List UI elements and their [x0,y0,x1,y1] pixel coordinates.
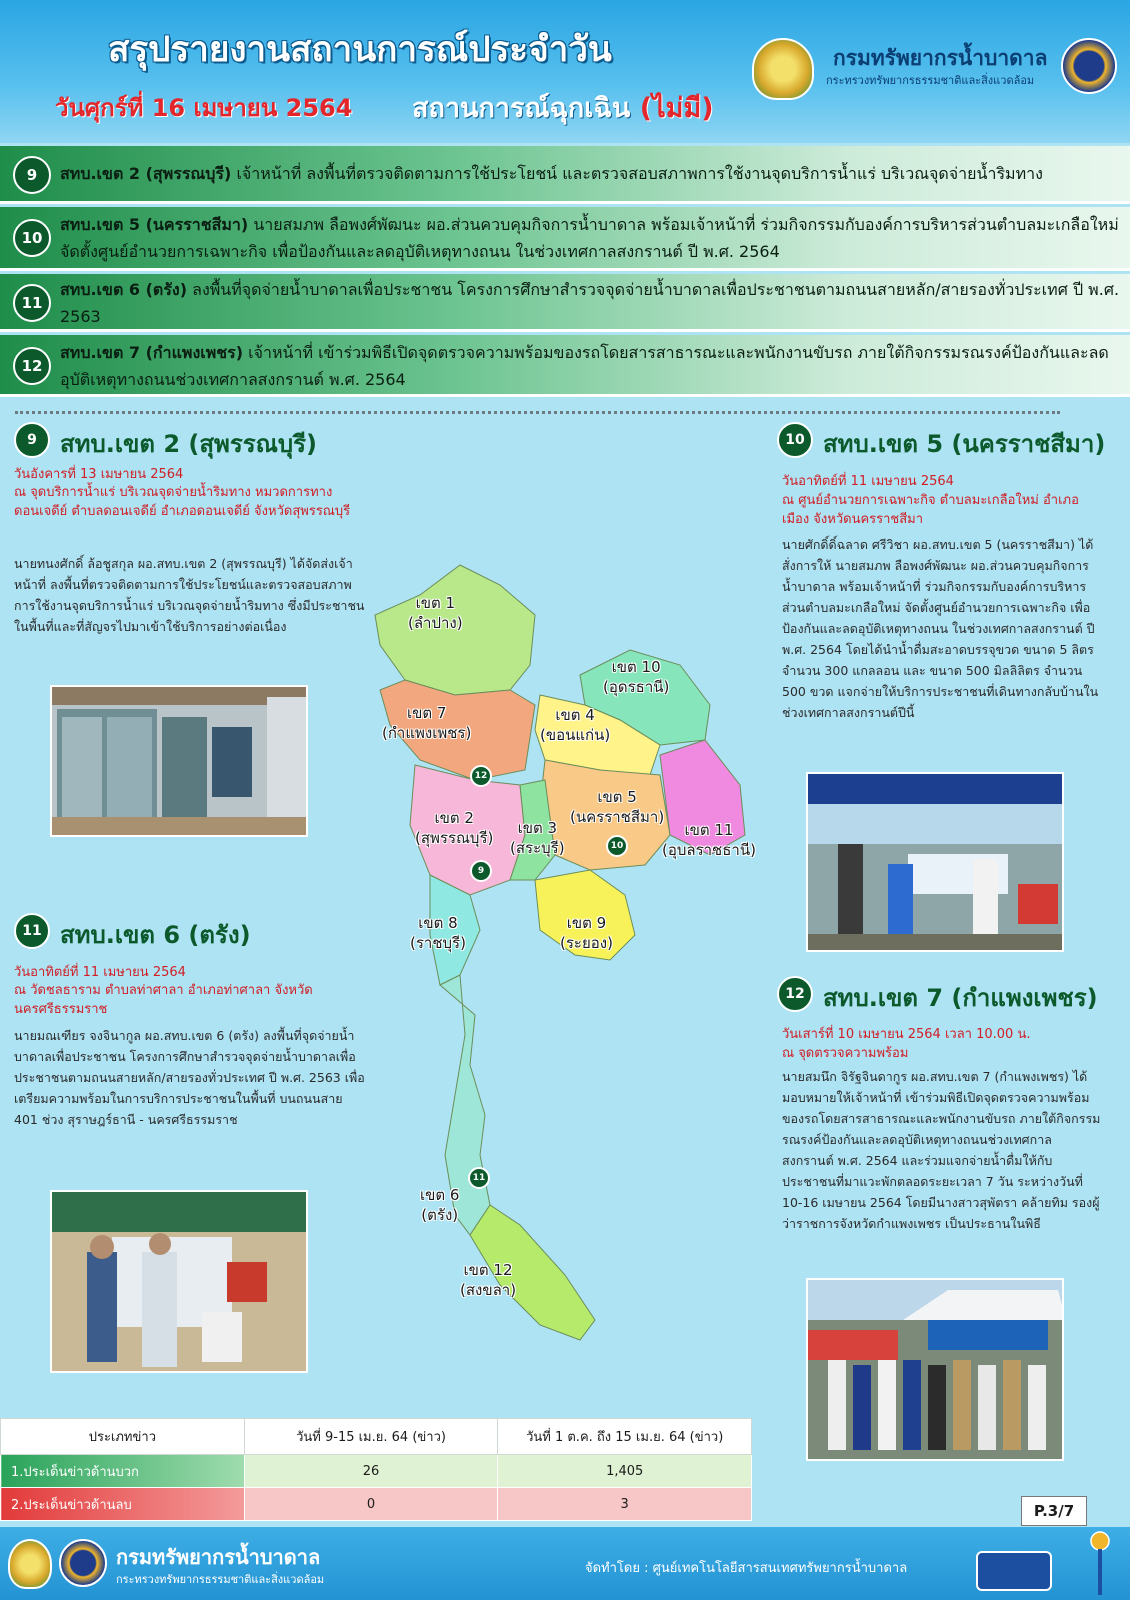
water-station-photo [52,1192,308,1373]
section-number: 10 [777,422,813,458]
section-date: วันอาทิตย์ที่ 11 เมษายน 2564 [782,474,954,489]
section-date: วันอาทิตย์ที่ 11 เมษายน 2564 [14,965,186,980]
thailand-region-map [360,555,756,1345]
emergency-status [412,86,714,129]
section-place: ณ จุดตรวจความพร้อม [782,1046,909,1061]
news-text [60,276,1120,330]
map-label-region-8: เขต 8 (ราชบุรี) [410,914,466,952]
footer-bar [0,1527,1130,1600]
news-number: 11 [13,284,51,322]
section-photo [806,772,1064,952]
report-date: วันศุกร์ที่ 16 เมษายน 2564 [55,94,353,122]
ministry-name: กระทรวงทรัพยากรธรรมชาติและสิ่งแวดล้อม [826,74,1035,87]
table-row [1,1455,752,1488]
section-place: ณ วัดชลธาราม ตำบลท่าศาลา อำเภอท่าศาลา จังหวัดนครศรีธรรมราช [14,983,313,1017]
news-office: สทบ.เขต 2 (สุพรรณบุรี) [60,164,232,183]
map-label-region-11: เขต 11 (อุบลราชธานี) [662,821,756,859]
section-place: ณ จุดบริการน้ำแร่ บริเวณจุดจ่ายน้ำริมทาง หมวดการทางดอนเจดีย์ ตำบลดอนเจดีย์ อำเภอดอนเจดีย์ จังหวัดสุพรรณบุรี [14,485,351,519]
news-detail: เจ้าหน้าที่ เข้าร่วมพิธีเปิดจุดตรวจความพร้อมของรถโดยสารสาธารณะและพนักงานขับรถ ภายใต้กิจกรรมรณรงค์ป้องกันและลดอุบัติเหตุทางถนนช่วงเทศกาลสงกรานต์ พ.ศ. 2564 [60,343,1109,389]
checkpoint-ceremony-photo [808,1280,1064,1461]
row-label: 1.ประเด็นข่าวด้านบวก [1,1455,245,1488]
section-date: วันอังคารที่ 13 เมษายน 2564 [14,467,184,482]
water-tower-icon [1090,1531,1110,1597]
section-photo [50,1190,308,1373]
news-office: สทบ.เขต 6 (ตรัง) [60,280,188,299]
map-label-region-4: เขต 4 (ขอนแก่น) [540,706,611,744]
section-number: 12 [777,976,813,1012]
section-photo [806,1278,1064,1461]
section-number: 9 [14,422,50,458]
row-total-count: 3 [498,1488,752,1521]
section-number: 11 [14,913,50,949]
footer-department-name: กรมทรัพยากรน้ำบาดาล [116,1545,321,1569]
section-title: สทบ.เขต 2 (สุพรรณบุรี) [60,430,318,458]
news-stats-table [0,1418,752,1521]
emergency-status-label: สถานการณ์ฉุกเฉิน [412,93,640,124]
news-row-11 [0,274,1130,332]
map-pin-10: 10 [606,835,628,857]
news-text [60,339,1120,393]
row-week-count: 0 [244,1488,498,1521]
map-label-region-12: เขต 12 (สงขลา) [460,1261,517,1299]
map-label-region-3: เขต 3 (สระบุรี) [510,819,565,857]
table-row [1,1488,752,1521]
header-banner [0,0,1130,143]
news-number: 9 [13,156,51,194]
news-detail: เจ้าหน้าที่ ลงพื้นที่ตรวจติดตามการใช้ประโยชน์ และตรวจสอบสภาพการใช้งานจุดบริการน้ำแร่ บริเวณจุดจ่ายน้ำริมทาง [236,164,1043,183]
footer-ministry-name: กระทรวงทรัพยากรธรรมชาติและสิ่งแวดล้อม [116,1573,325,1586]
ministry-emblem-icon [752,38,814,100]
section-body: นายสมนึก จิรัฐจินดากูร ผอ.สทบ.เขต 7 (กำแพงเพชร) ได้มอบหมายให้เจ้าหน้าที่ เข้าร่วมพิธีเปิดจุดตรวจความพร้อมของรถโดยสารสาธารณะและพนักงานขับรถ ภายใต้กิจกรรมรณรงค์ป้องกันและลดอุบัติเหตุทางถนนช่วงเทศกาลสงกรานต์ พ.ศ. 2564 และร่วมแจกจ่ายน้ำดื่มให้กับประชาชนที่มาแวะพักตลอดระยะเวลา 7 วัน ระหว่างวันที่ 10-16 เมษายน 2564 โดยมีนางสาวสุพัตรา คล้ายทิม รองผู้ว่าราชการจังหวัดกำแพงเพชร เป็นประธานในพิธี [782,1069,1101,1231]
section-body: นายศักดิ์ดิ์ฉลาด ศรีวิชา ผอ.สทบ.เขต 5 (นครราชสีมา) ได้สั่งการให้ นายสมภพ ลือพงศ์พัฒนะ ผอ.ส่วนควบคุมกิจการน้ำบาดาล พร้อมเจ้าหน้าที่ ร่วมกิจกรรมกับองค์การบริหารส่วนตำบลมะเกลือใหม่ จัดตั้งศูนย์อำนวยการเฉพาะกิจ เพื่อป้องกันและลดอุบัติเหตุทางถนน ในช่วงเทศกาลสงกรานต์ ปี พ.ศ. 2564 โดยได้นำน้ำดื่มสะอาดบรรจุขวด ขนาด 5 ลิตร จำนวน 300 แกลลอน และ ขนาด 500 มิลลิลิตร จำนวน 500 ขวด แจกจ่ายให้บริการประชาชนที่เดินทางกลับบ้านในช่วงเทศกาลสงกรานต์ปีนี้ [782,537,1099,720]
dotted-divider [15,411,1060,414]
news-row-12 [0,335,1130,397]
map-label-region-10: เขต 10 (อุดรธานี) [603,658,670,696]
news-detail: ลงพื้นที่จุดจ่ายน้ำบาดาลเพื่อประชาชน โครงการศึกษาสำรวจจุดจ่ายน้ำบาดาลเพื่อประชาชนตามถนนสายหลัก/สายรองทั่วประเทศ ปี พ.ศ. 2563 [60,280,1120,326]
footer-credit: จัดทำโดย : ศูนย์เทคโนโลยีสารสนเทศทรัพยากรน้ำบาดาล [585,1561,908,1576]
row-label: 2.ประเด็นข่าวด้านลบ [1,1488,245,1521]
section-body: นายทนงศักดิ์ ล้อชูสกุล ผอ.สทบ.เขต 2 (สุพรรณบุรี) ได้จัดส่งเจ้าหน้าที่ ลงพื้นที่ตรวจติดตามการใช้ประโยชน์และตรวจสอบสภาพการใช้งานจุดบริการน้ำแร่ บริเวณจุดจ่ายน้ำริมทาง ซึ่งมีประชาชนในพื้นที่และที่สัญจรไปมาเข้าใช้บริการอย่างต่อเนื่อง [14,556,365,634]
news-text [60,211,1120,265]
department-seal-icon [1061,38,1117,94]
section-photo [50,685,308,837]
map-label-region-7: เขต 7 (กำแพงเพชร) [382,704,472,742]
column-header: วันที่ 1 ต.ค. ถึง 15 เม.ย. 64 (ข่าว) [498,1419,752,1455]
section-place: ณ ศูนย์อำนวยการเฉพาะกิจ ตำบลมะเกลือใหม่ อำเภอเมือง จังหวัดนครราชสีมา [782,493,1079,527]
section-date: วันเสาร์ที่ 10 เมษายน 2564 เวลา 10.00 น. [782,1027,1031,1042]
news-row-10 [0,207,1130,271]
roadside-tent-photo [808,774,1064,952]
news-number: 10 [13,219,51,257]
news-office: สทบ.เขต 5 (นครราชสีมา) [60,215,249,234]
drilling-truck-icon [976,1551,1052,1591]
department-seal-icon [59,1539,107,1587]
department-name: กรมทรัพยากรน้ำบาดาล [833,46,1048,70]
row-week-count: 26 [244,1455,498,1488]
section-body: นายมณเฑียร จงจินากูล ผอ.สทบ.เขต 6 (ตรัง) ลงพื้นที่จุดจ่ายน้ำบาดาลเพื่อประชาชน โครงการศึกษาสำรวจจุดจ่ายน้ำบาดาลเพื่อประชาชนตามถนนสายหลัก/สายรองทั่วประเทศ ปี พ.ศ. 2563 เพื่อเตรียมความพร้อมในการบริการประชาชนในพื้นที่ บนถนนสาย 401 ช่วง สุราษฎร์ธานี - นครศรีธรรมราช [14,1028,365,1127]
map-pin-11: 11 [468,1167,490,1189]
column-header: ประเภทข่าว [1,1419,245,1455]
map-label-region-2: เขต 2 (สุพรรณบุรี) [415,809,494,847]
map-label-region-5: เขต 5 (นครราชสีมา) [570,788,665,826]
news-office: สทบ.เขต 7 (กำแพงเพชร) [60,343,244,362]
emergency-status-value: (ไม่มี) [639,93,714,124]
section-title: สทบ.เขต 6 (ตรัง) [60,921,251,949]
column-header: วันที่ 9-15 เม.ย. 64 (ข่าว) [244,1419,498,1455]
row-total-count: 1,405 [498,1455,752,1488]
news-row-9 [0,146,1130,204]
page-title: สรุปรายงานสถานการณ์ประจำวัน [108,30,612,70]
section-title: สทบ.เขต 5 (นครราชสีมา) [823,430,1106,458]
news-detail: นายสมภพ ลือพงศ์พัฒนะ ผอ.ส่วนควบคุมกิจการน้ำบาดาล พร้อมเจ้าหน้าที่ ร่วมกิจกรรมกับองค์การบริหารส่วนตำบลมะเกลือใหม่ จัดตั้งศูนย์อำนวยการเฉพาะกิจ เพื่อป้องกันและลดอุบัติเหตุทางถนน ในช่วงเทศกาลสงกรานต์ ปี พ.ศ. 2564 [60,215,1119,261]
map-pin-12: 12 [470,765,492,787]
ministry-emblem-icon [8,1539,52,1589]
map-pin-9: 9 [470,860,492,882]
section-title: สทบ.เขต 7 (กำแพงเพชร) [823,984,1098,1012]
office-building-photo [52,687,308,837]
news-number: 12 [13,347,51,385]
table-header-row [1,1419,752,1455]
news-text [60,160,1120,187]
page-number: P.3/7 [1021,1496,1087,1526]
map-label-region-9: เขต 9 (ระยอง) [560,914,613,952]
map-label-region-1: เขต 1 (ลำปาง) [408,594,463,632]
map-label-region-6: เขต 6 (ตรัง) [420,1186,460,1224]
